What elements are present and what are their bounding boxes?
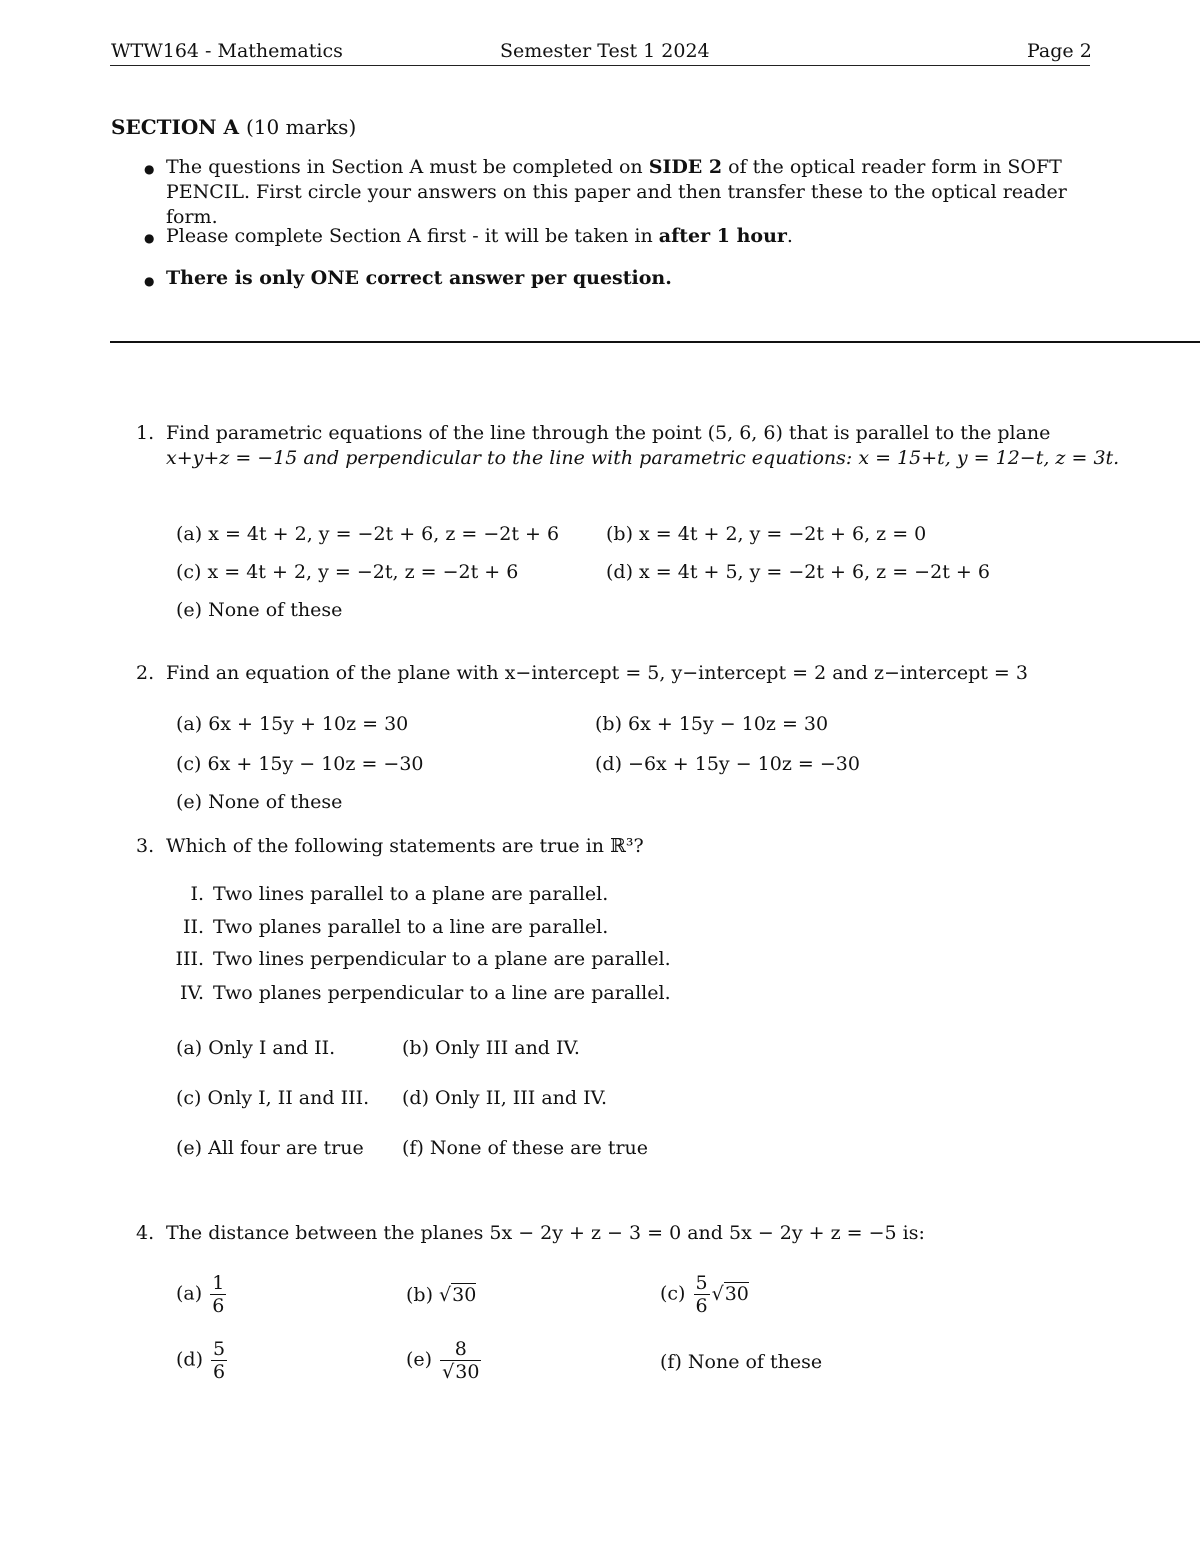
q2-text: Find an equation of the plane with x−intercept = 5, y−intercept = 2 and z−intercept = 3 xyxy=(166,662,1028,684)
header-rule xyxy=(110,65,1090,66)
q4-option-c-label: (c) xyxy=(660,1282,686,1305)
q2-option-b[interactable]: (b) 6x + 15y − 10z = 30 xyxy=(595,713,829,735)
section-title-marks: (10 marks) xyxy=(246,115,357,139)
q4-option-d-denominator: 6 xyxy=(213,1361,226,1383)
bullet-dot-icon: ● xyxy=(144,231,155,245)
q1-option-b[interactable]: (b) x = 4t + 2, y = −2t + 6, z = 0 xyxy=(606,523,927,545)
q3-statement-2: Two planes parallel to a line are parallel. xyxy=(213,916,609,938)
instruction-3-bold: There is only ONE correct answer per question. xyxy=(166,267,672,289)
q4-option-b-radicand: 30 xyxy=(452,1284,477,1306)
q4-option-f[interactable]: (f) None of these xyxy=(660,1351,823,1373)
q4-option-b[interactable] xyxy=(406,1284,476,1306)
q4-option-d-label: (d) xyxy=(176,1348,203,1371)
bullet-dot-icon: ● xyxy=(144,274,155,288)
q4-option-c-radicand: 30 xyxy=(724,1282,749,1305)
q1-option-c[interactable]: (c) x = 4t + 2, y = −2t, z = −2t + 6 xyxy=(176,561,519,583)
instruction-2-bold: after 1 hour xyxy=(658,225,787,247)
q3-number: 3. xyxy=(136,835,155,857)
bullet-dot-icon: ● xyxy=(144,162,155,176)
q4-option-d[interactable] xyxy=(176,1338,229,1383)
q3-option-c[interactable]: (c) Only I, II and III. xyxy=(176,1087,370,1109)
q3-text: Which of the following statements are true in ℝ³? xyxy=(166,835,644,857)
q3-roman-2: II. xyxy=(182,916,204,938)
q4-option-c-denominator: 6 xyxy=(695,1295,708,1317)
q4-option-c-fraction xyxy=(694,1272,710,1317)
header-course: WTW164 - Mathematics xyxy=(111,40,343,62)
q1-option-d[interactable]: (d) x = 4t + 5, y = −2t + 6, z = −2t + 6 xyxy=(606,561,990,583)
radical-icon: √ xyxy=(439,1284,452,1306)
q3-roman-4: IV. xyxy=(180,982,204,1004)
section-divider xyxy=(110,341,1200,343)
q1-text-line1: Find parametric equations of the line through the point (5, 6, 6) that is parallel to the plane xyxy=(166,422,1051,444)
q4-option-e-radicand: 30 xyxy=(455,1361,480,1383)
header-page: Page 2 xyxy=(1027,40,1092,62)
q2-number: 2. xyxy=(136,662,155,684)
q4-option-c[interactable] xyxy=(660,1272,749,1317)
instruction-3 xyxy=(166,266,1091,291)
radical-icon: √ xyxy=(711,1282,724,1305)
q4-option-c-sqrt xyxy=(712,1283,749,1305)
q1-option-e[interactable]: (e) None of these xyxy=(176,599,343,621)
q4-option-b-sqrt xyxy=(439,1284,476,1306)
header-test: Semester Test 1 2024 xyxy=(500,40,710,62)
instruction-1 xyxy=(166,155,1091,230)
radical-icon: √ xyxy=(442,1361,455,1383)
q3-statement-3: Two lines perpendicular to a plane are parallel. xyxy=(213,948,671,970)
instruction-1-text: The questions in Section A must be completed on xyxy=(166,156,649,178)
q4-option-b-label: (b) xyxy=(406,1284,433,1306)
q3-option-f[interactable]: (f) None of these are true xyxy=(402,1137,649,1159)
q4-option-a[interactable] xyxy=(176,1272,228,1317)
q1-number: 1. xyxy=(136,422,155,444)
q4-option-a-numerator: 1 xyxy=(212,1272,225,1294)
q4-option-a-fraction xyxy=(210,1272,226,1317)
q3-option-a[interactable]: (a) Only I and II. xyxy=(176,1037,336,1059)
q1-text-line2: x+y+z = −15 and perpendicular to the line with parametric equations: x = 15+t, y = 12−t, z = 3t. xyxy=(166,447,1120,469)
section-title xyxy=(111,115,356,139)
q4-option-c-numerator: 5 xyxy=(695,1272,708,1294)
q4-option-e-fraction xyxy=(440,1338,481,1383)
q1-option-a[interactable]: (a) x = 4t + 2, y = −2t + 6, z = −2t + 6 xyxy=(176,523,560,545)
q3-option-b[interactable]: (b) Only III and IV. xyxy=(402,1037,580,1059)
q3-roman-1: I. xyxy=(190,883,204,905)
q4-text: The distance between the planes 5x − 2y + z − 3 = 0 and 5x − 2y + z = −5 is: xyxy=(166,1222,925,1244)
q4-option-e-numerator: 8 xyxy=(440,1338,481,1361)
q4-number: 4. xyxy=(136,1222,155,1244)
q4-option-e[interactable] xyxy=(406,1338,483,1383)
q3-statement-1: Two lines parallel to a plane are parallel. xyxy=(213,883,609,905)
instruction-2 xyxy=(166,224,1091,249)
q2-option-d[interactable]: (d) −6x + 15y − 10z = −30 xyxy=(595,753,860,775)
instruction-2-rest: . xyxy=(786,225,793,247)
q4-option-d-numerator: 5 xyxy=(213,1338,226,1360)
instruction-1-bold: SIDE 2 xyxy=(648,156,723,178)
q3-roman-3: III. xyxy=(175,948,204,970)
q2-option-c[interactable]: (c) 6x + 15y − 10z = −30 xyxy=(176,753,424,775)
q3-option-d[interactable]: (d) Only II, III and IV. xyxy=(402,1087,608,1109)
q2-option-e[interactable]: (e) None of these xyxy=(176,791,343,813)
instruction-1-rest: of the optical reader form in SOFT PENCIL. First circle your answers on this paper and then transfer these to the optical reader form. xyxy=(166,156,1067,228)
q3-option-e[interactable]: (e) All four are true xyxy=(176,1137,364,1159)
q4-option-e-denominator xyxy=(440,1361,481,1383)
q4-option-d-fraction xyxy=(211,1338,227,1383)
q2-option-a[interactable]: (a) 6x + 15y + 10z = 30 xyxy=(176,713,409,735)
q4-option-a-denominator: 6 xyxy=(212,1295,225,1317)
section-title-bold: SECTION A xyxy=(111,115,240,139)
q4-option-a-label: (a) xyxy=(176,1282,203,1305)
q4-option-e-label: (e) xyxy=(406,1348,433,1371)
instruction-2-text: Please complete Section A first - it will be taken in xyxy=(166,225,659,247)
q3-statement-4: Two planes perpendicular to a line are parallel. xyxy=(213,982,671,1004)
